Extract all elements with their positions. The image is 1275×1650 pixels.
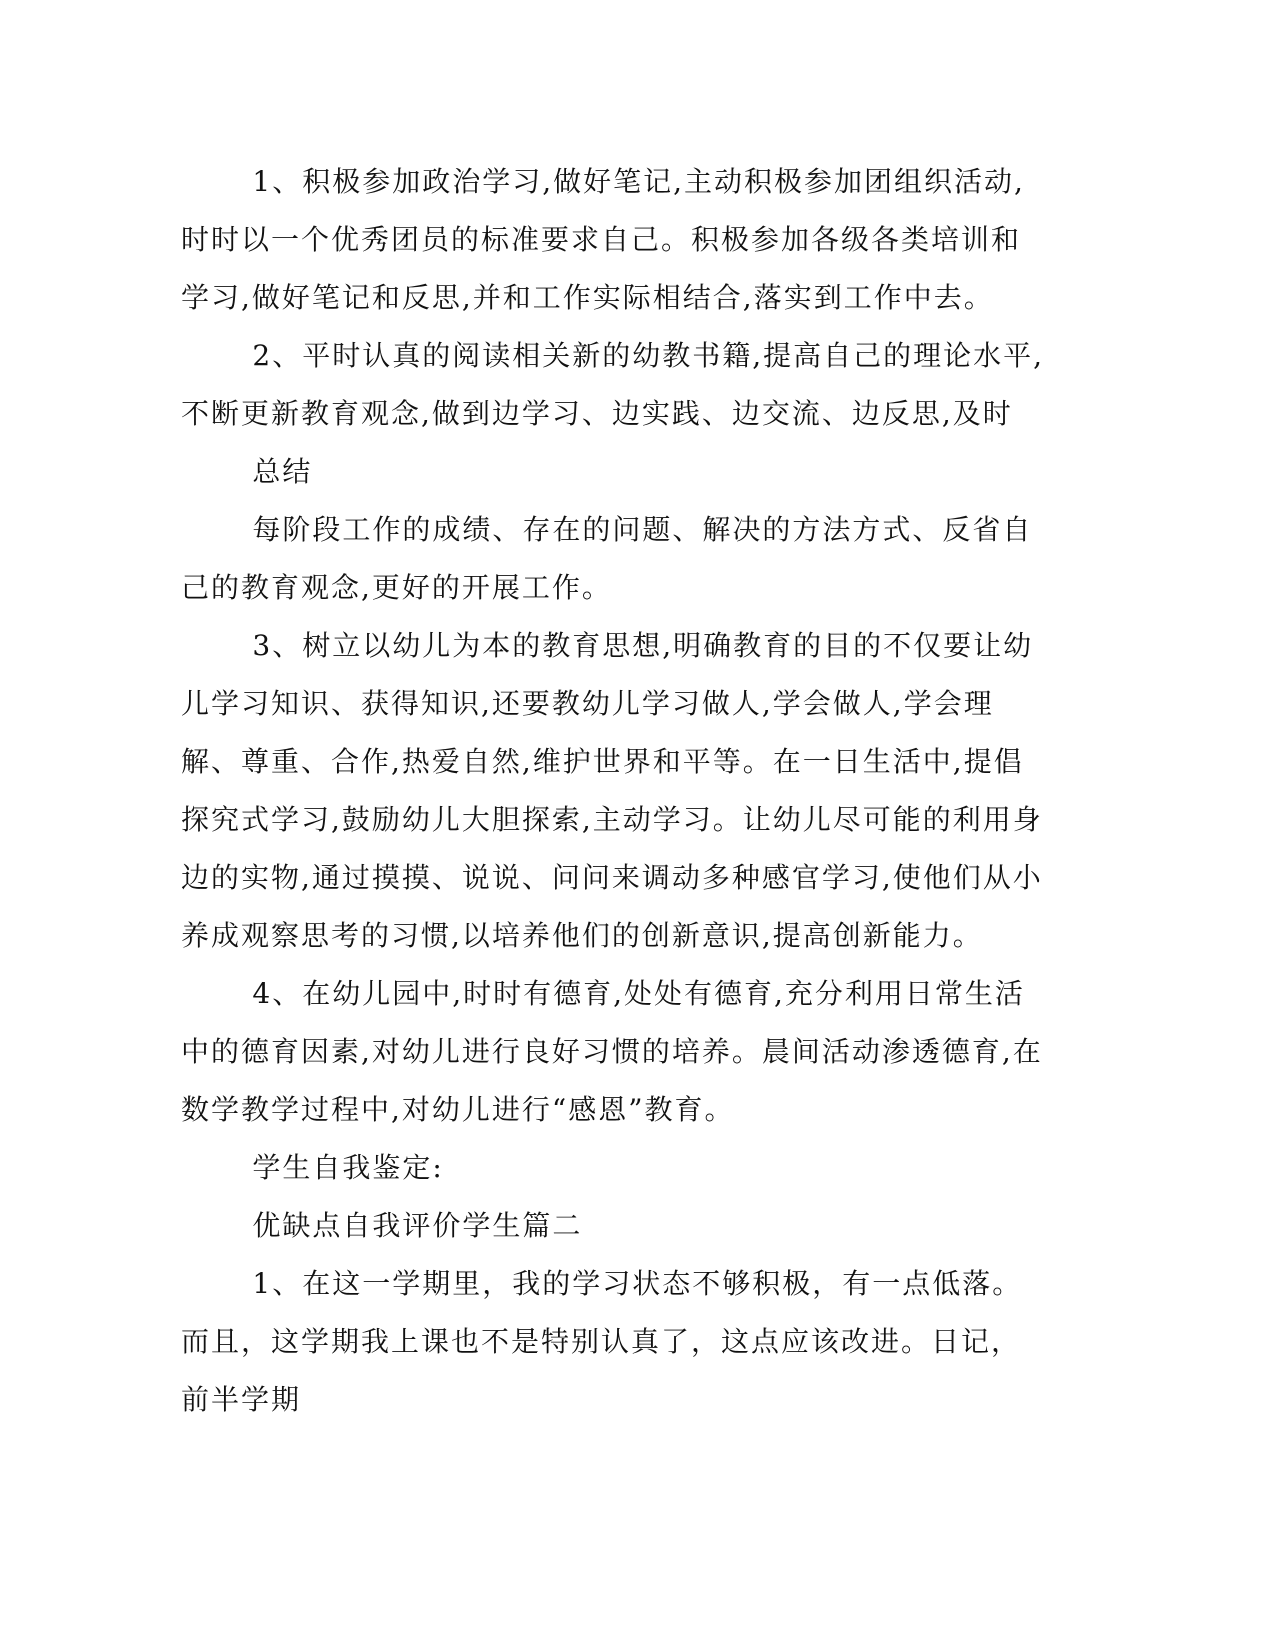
paragraph-reading-books: 2、平时认真的阅读相关新的幼教书籍,提高自己的理论水平,不断更新教育观念,做到边学习、边实践、边交流、边反思,及时: [181, 339, 1045, 430]
section-heading-part-two: 优缺点自我评价学生篇二: [252, 1209, 583, 1242]
paragraph-moral-education: 4、在幼儿园中,时时有德育,处处有德育,充分利用日常生活中的德育因素,对幼儿进行良好习惯的培养。晨间活动渗透德育,在数学教学过程中,对幼儿进行“感恩”教育。: [181, 977, 1043, 1126]
section-heading-self-appraisal: 学生自我鉴定:: [252, 1151, 444, 1184]
paragraph-learning-status: 1、在这一学期里，我的学习状态不够积极，有一点低落。而且，这学期我上课也不是特别认真了，这点应该改进。日记，前半学期: [181, 1267, 1023, 1416]
paragraph-political-study: 1、积极参加政治学习,做好笔记,主动积极参加团组织活动,时时以一个优秀团员的标准要求自己。积极参加各级各类培训和学习,做好笔记和反思,并和工作实际相结合,落实到工作中去。: [181, 165, 1025, 314]
paragraph-child-centered: 3、树立以幼儿为本的教育思想,明确教育的目的不仅要让幼儿学习知识、获得知识,还要教幼儿学习做人,学会做人,学会理解、尊重、合作,热爱自然,维护世界和平等。在一日生活中,提倡探究式学习,鼓励幼儿大胆探索,主动学习。让幼儿尽可能的利用身边的实物,通过摸摸、说说、问问来调动多种感官学习,使他们从小养成观察思考的习惯,以培养他们的创新意识,提高创新能力。: [181, 629, 1043, 952]
document-body: [181, 153, 1046, 1429]
paragraph-summary-word: 总结: [252, 455, 313, 488]
paragraph-stage-results: 每阶段工作的成绩、存在的问题、解决的方法方式、反省自己的教育观念,更好的开展工作。: [181, 513, 1033, 604]
